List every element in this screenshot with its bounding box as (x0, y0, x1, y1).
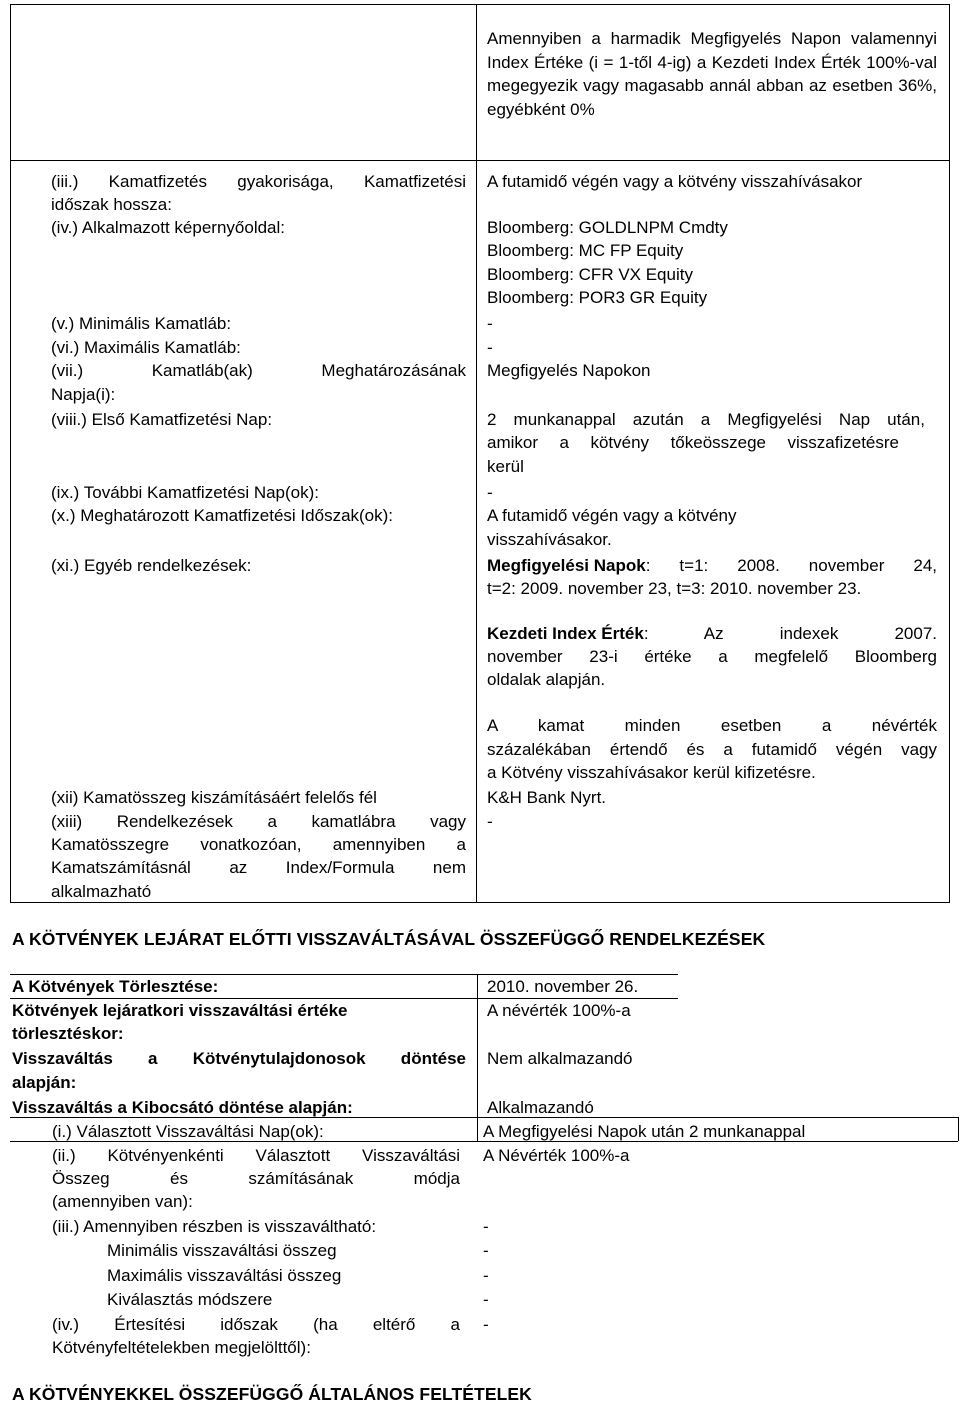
section-heading-general: A KÖTVÉNYEKKEL ÖSSZEFÜGGŐ ÁLTALÁNOS FELTÉTELEK (12, 1384, 532, 1404)
row-iv-value-2: Bloomberg: MC FP Equity (487, 241, 684, 260)
redemption-kibocsato-label: Visszaváltás a Kibocsátó döntése alapján: (12, 1098, 353, 1117)
redemption-kiv-label: Kiválasztás módszere (107, 1290, 273, 1309)
row-iii-label: (iii.) Kamatfizetés gyakorisága, Kamatfizetési (51, 172, 466, 191)
redemption-iii-value: - (483, 1217, 489, 1236)
section-heading-redemption: A KÖTVÉNYEK LEJÁRAT ELŐTTI VISSZAVÁLTÁSÁVAL ÖSSZEFÜGGŐ RENDELKEZÉSEK (12, 929, 766, 949)
xi-initial-index-text: : Az indexek 2007. (643, 624, 937, 643)
redemption-tulajdonos-value: Nem alkalmazandó (487, 1049, 633, 1068)
redemption-max-label: Maximális visszaváltási összeg (107, 1266, 342, 1285)
row-ix-label: (ix.) További Kamatfizetési Nap(ok): (51, 483, 320, 502)
row-iii-value: A futamidő végén vagy a kötvény visszahívásakor (487, 172, 863, 191)
row-viii-value-2: amikor a kötvény tőkeösszege visszafizetésre (487, 433, 899, 452)
row-xi-label: (xi.) Egyéb rendelkezések: (51, 556, 252, 575)
redemption-iv-value: - (483, 1315, 489, 1334)
row-xiii-value: - (487, 812, 493, 831)
row-viii-label: (viii.) Első Kamatfizetési Nap: (51, 410, 273, 429)
row-iii-label-cont: időszak hossza: (51, 195, 172, 214)
row-viii-value-1: 2 munkanappal azután a Megfigyelési Nap után, (487, 410, 925, 429)
redemption-ii-label-2: Összeg és számításának módja (52, 1169, 460, 1188)
redemption-i-value: A Megfigyelési Napok után 2 munkanappal (483, 1122, 806, 1141)
row-xii-label: (xii) Kamatösszeg kiszámításáért felelős fél (51, 788, 377, 807)
row-x-value-1: A futamidő végén vagy a kötvény (487, 506, 737, 525)
row-xi-p1-line2: t=2: 2009. november 23, t=3: 2010. november 23. (487, 579, 862, 598)
redemption-tulajdonos-label-2: alapján: (12, 1073, 77, 1092)
redemption-iii-label: (iii.) Amennyiben részben is visszaváltható: (52, 1217, 377, 1236)
xi-observation-days-label: Megfigyelési Napok (487, 556, 646, 575)
xi-observation-days-text: : t=1: 2008. november 24, (645, 556, 937, 575)
row-viii-value-3: kerül (487, 457, 524, 476)
redemption-tulajdonos-label-1: Visszaváltás a Kötvénytulajdonosok döntése (12, 1049, 466, 1068)
redemption-max-value: - (483, 1266, 489, 1285)
row-xii-value: K&H Bank Nyrt. (487, 788, 607, 807)
row-xi-p3-line2: százalékában értendő és a futamidő végén vagy (487, 740, 937, 759)
row-vi-label: (vi.) Maximális Kamatláb: (51, 338, 241, 357)
row-x-label: (x.) Meghatározott Kamatfizetési Időszak(ok): (51, 506, 394, 525)
redemption-i-label: (i.) Választott Visszaváltási Nap(ok): (52, 1122, 324, 1141)
row-xi-p1-line1 (487, 554, 937, 578)
row-xiii-label-3: Kamatszámításnál az Index/Formula nem (51, 858, 466, 877)
row-xi-p3-line3: a Kötvény visszahívásakor kerül kifizetésre. (487, 763, 816, 782)
row-xiii-label-2: Kamatösszegre vonatkozóan, amennyiben a (51, 835, 466, 854)
redemption-torlesztes-label: A Kötvények Törlesztése: (12, 977, 219, 996)
redemption-iv-label-2: Kötvényfeltételekben megjelölttől): (52, 1338, 311, 1357)
redemption-kiv-value: - (483, 1290, 489, 1309)
xi-initial-index-label: Kezdeti Index Érték (487, 624, 644, 643)
redemption-lejarat-label-2: törlesztéskor: (12, 1024, 124, 1043)
redemption-min-label: Minimális visszaváltási összeg (107, 1241, 337, 1260)
row-ix-value: - (487, 483, 493, 502)
row-vii-value: Megfigyelés Napokon (487, 361, 651, 380)
row-v-value: - (487, 314, 493, 333)
row-iv-value-1: Bloomberg: GOLDLNPM Cmdty (487, 218, 728, 237)
row-iv-label: (iv.) Alkalmazott képernyőoldal: (51, 218, 286, 237)
redemption-ii-value: A Névérték 100%-a (483, 1146, 630, 1165)
redemption-lejarat-value: A névérték 100%-a (487, 1001, 631, 1020)
redemption-min-value: - (483, 1241, 489, 1260)
row-vii-label-cont: Napja(i): (51, 385, 116, 404)
top-cell-text: Amennyiben a harmadik Megfigyelés Napon valamennyi Index Értéke (i = 1-től 4-ig) a Kezdeti Index Érték 100%-val megegyezik vagy magasabb annál abban az esetben 36%, egyébként 0% (487, 29, 937, 119)
row-x-value-2: visszahívásakor. (487, 530, 612, 549)
row-iv-value-3: Bloomberg: CFR VX Equity (487, 265, 693, 284)
row-xi-p2-line3: oldalak alapján. (487, 670, 606, 689)
row-xi-p2-line1 (487, 622, 937, 646)
row-iv-value-4: Bloomberg: POR3 GR Equity (487, 288, 708, 307)
row-xi-p3-line1: A kamat minden esetben a névérték (487, 716, 937, 735)
redemption-ii-label-3: (amennyiben van): (52, 1192, 193, 1211)
redemption-ii-label-1: (ii.) Kötvényenkénti Választott Visszaváltási (52, 1146, 460, 1165)
row-xiii-label-4: alkalmazható (51, 882, 152, 901)
row-vi-value: - (487, 338, 493, 357)
row-vii-label: (vii.) Kamatláb(ak) Meghatározásának (51, 361, 466, 380)
redemption-kibocsato-value: Alkalmazandó (487, 1098, 594, 1117)
redemption-lejarat-label-1: Kötvények lejáratkori visszaváltási értéke (12, 1001, 348, 1020)
row-v-label: (v.) Minimális Kamatláb: (51, 314, 232, 333)
redemption-iv-label-1: (iv.) Értesítési időszak (ha eltérő a (52, 1315, 460, 1334)
redemption-torlesztes-value: 2010. november 26. (487, 977, 639, 996)
row-xiii-label-1: (xiii) Rendelkezések a kamatlábra vagy (51, 812, 466, 831)
row-xi-p2-line2: november 23-i értéke a megfelelő Bloomberg (487, 647, 937, 666)
